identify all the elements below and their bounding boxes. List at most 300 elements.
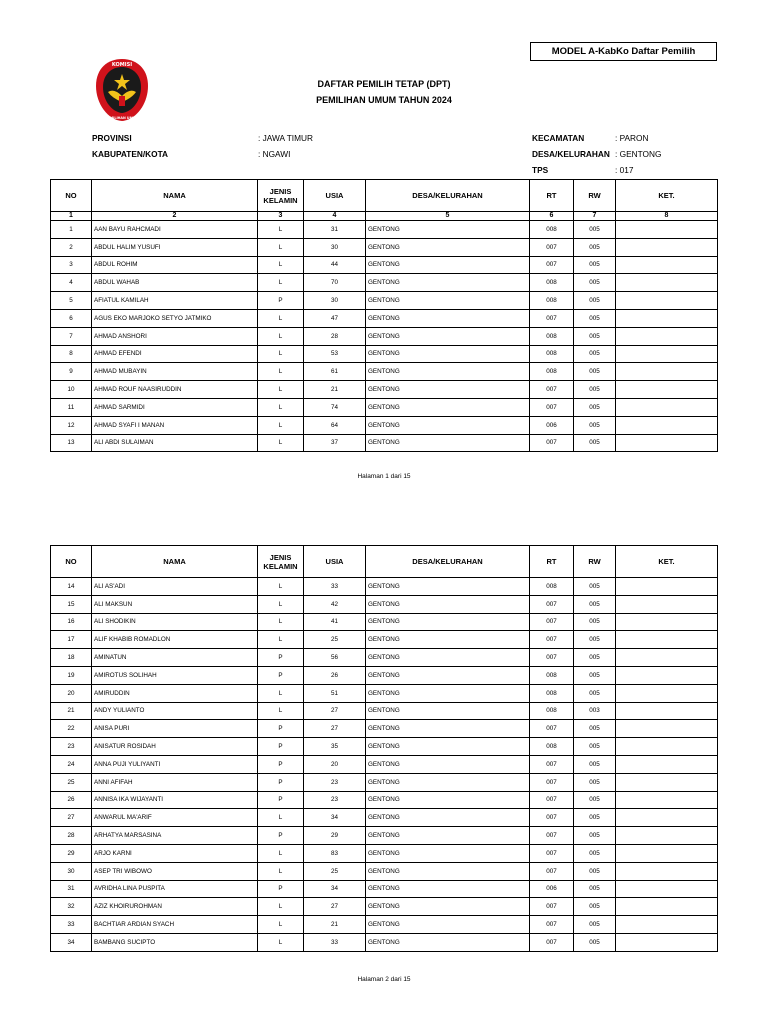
row-no: 27 (51, 809, 92, 827)
row-rw: 005 (574, 238, 616, 256)
row-jenis-kelamin: L (258, 327, 304, 345)
table-row (51, 238, 718, 256)
row-ket (616, 738, 718, 756)
row-usia: 23 (304, 791, 366, 809)
row-rw: 005 (574, 916, 616, 934)
row-rw: 005 (574, 613, 616, 631)
row-ket (616, 649, 718, 667)
col-header-jenis-kelamin: JENIS KELAMIN (258, 546, 304, 578)
row-usia: 33 (304, 933, 366, 951)
row-no: 20 (51, 684, 92, 702)
row-usia: 56 (304, 649, 366, 667)
row-ket (616, 844, 718, 862)
table-row (51, 684, 718, 702)
row-rw: 005 (574, 256, 616, 274)
tps-label: TPS (532, 165, 549, 175)
row-rw: 005 (574, 327, 616, 345)
row-nama: AHMAD MUBAYIN (92, 363, 258, 381)
row-nama: ALI ABDI SULAIMAN (92, 434, 258, 452)
row-rw: 005 (574, 345, 616, 363)
row-rw: 005 (574, 595, 616, 613)
row-jenis-kelamin: L (258, 363, 304, 381)
row-rw: 005 (574, 363, 616, 381)
row-nama: ANISA PURI (92, 720, 258, 738)
row-usia: 53 (304, 345, 366, 363)
row-desa: GENTONG (366, 363, 530, 381)
kecamatan-label: KECAMATAN (532, 133, 585, 143)
provinsi-label: PROVINSI (92, 133, 132, 143)
row-desa: GENTONG (366, 274, 530, 292)
row-rt: 007 (530, 898, 574, 916)
row-usia: 31 (304, 221, 366, 239)
row-desa: GENTONG (366, 578, 530, 596)
row-jenis-kelamin: L (258, 933, 304, 951)
table-row (51, 631, 718, 649)
desa-label: DESA/KELURAHAN (532, 149, 610, 159)
row-ket (616, 327, 718, 345)
row-desa: GENTONG (366, 381, 530, 399)
row-ket (616, 755, 718, 773)
row-no: 12 (51, 416, 92, 434)
row-jenis-kelamin: L (258, 578, 304, 596)
row-nama: ANNA PUJI YULIYANTI (92, 755, 258, 773)
row-usia: 44 (304, 256, 366, 274)
row-jenis-kelamin: L (258, 631, 304, 649)
row-nama: ANNI AFIFAH (92, 773, 258, 791)
row-ket (616, 221, 718, 239)
row-no: 5 (51, 292, 92, 310)
row-rt: 007 (530, 933, 574, 951)
row-rt: 007 (530, 595, 574, 613)
row-no: 26 (51, 791, 92, 809)
row-usia: 27 (304, 702, 366, 720)
row-ket (616, 862, 718, 880)
kecamatan-value: : PARON (615, 133, 649, 143)
row-rt: 008 (530, 738, 574, 756)
row-nama: ABDUL ROHIM (92, 256, 258, 274)
col-header-usia: USIA (304, 546, 366, 578)
row-desa: GENTONG (366, 791, 530, 809)
row-rw: 005 (574, 416, 616, 434)
row-usia: 41 (304, 613, 366, 631)
row-usia: 47 (304, 309, 366, 327)
row-rw: 005 (574, 434, 616, 452)
table-row (51, 416, 718, 434)
row-usia: 37 (304, 434, 366, 452)
row-rt: 008 (530, 345, 574, 363)
row-jenis-kelamin: L (258, 416, 304, 434)
row-desa: GENTONG (366, 755, 530, 773)
row-jenis-kelamin: L (258, 309, 304, 327)
table-row (51, 292, 718, 310)
row-desa: GENTONG (366, 898, 530, 916)
row-jenis-kelamin: L (258, 345, 304, 363)
col-header-nama: NAMA (92, 546, 258, 578)
row-usia: 28 (304, 327, 366, 345)
row-rt: 008 (530, 221, 574, 239)
row-rt: 008 (530, 363, 574, 381)
table-row (51, 844, 718, 862)
row-rw: 005 (574, 773, 616, 791)
row-jenis-kelamin: P (258, 738, 304, 756)
row-ket (616, 684, 718, 702)
col-header-usia: USIA (304, 180, 366, 212)
table-row (51, 649, 718, 667)
row-rt: 008 (530, 578, 574, 596)
row-no: 19 (51, 666, 92, 684)
row-usia: 70 (304, 274, 366, 292)
row-jenis-kelamin: P (258, 720, 304, 738)
kabupaten-label: KABUPATEN/KOTA (92, 149, 169, 159)
table-row (51, 702, 718, 720)
table-row (51, 738, 718, 756)
row-ket (616, 898, 718, 916)
row-usia: 29 (304, 827, 366, 845)
column-number-row (51, 212, 718, 221)
row-nama: BAMBANG SUCIPTO (92, 933, 258, 951)
row-desa: GENTONG (366, 809, 530, 827)
row-nama: ALI AS'ADI (92, 578, 258, 596)
row-ket (616, 666, 718, 684)
row-no: 17 (51, 631, 92, 649)
row-ket (616, 238, 718, 256)
row-jenis-kelamin: L (258, 238, 304, 256)
kabupaten-value: : NGAWI (258, 149, 291, 159)
table-row (51, 578, 718, 596)
column-number: 3 (258, 212, 304, 221)
row-desa: GENTONG (366, 398, 530, 416)
row-rw: 005 (574, 791, 616, 809)
row-usia: 61 (304, 363, 366, 381)
row-rt: 007 (530, 238, 574, 256)
row-nama: ALIF KHABIB ROMADLON (92, 631, 258, 649)
desa-value: : GENTONG (615, 149, 662, 159)
row-rw: 005 (574, 274, 616, 292)
row-nama: ASEP TRI WIBOWO (92, 862, 258, 880)
row-jenis-kelamin: L (258, 613, 304, 631)
table-row (51, 880, 718, 898)
row-ket (616, 595, 718, 613)
row-desa: GENTONG (366, 684, 530, 702)
row-nama: AMIRUDDIN (92, 684, 258, 702)
table-row (51, 363, 718, 381)
row-ket (616, 398, 718, 416)
row-usia: 30 (304, 292, 366, 310)
row-no: 8 (51, 345, 92, 363)
row-ket (616, 720, 718, 738)
row-ket (616, 933, 718, 951)
row-ket (616, 309, 718, 327)
col-header-ket: KET. (616, 546, 718, 578)
row-ket (616, 809, 718, 827)
row-jenis-kelamin: L (258, 256, 304, 274)
row-usia: 64 (304, 416, 366, 434)
row-jenis-kelamin: P (258, 880, 304, 898)
row-ket (616, 256, 718, 274)
row-desa: GENTONG (366, 327, 530, 345)
column-number: 4 (304, 212, 366, 221)
row-rt: 007 (530, 256, 574, 274)
row-desa: GENTONG (366, 595, 530, 613)
row-desa: GENTONG (366, 309, 530, 327)
col-header-jenis-kelamin: JENIS KELAMIN (258, 180, 304, 212)
row-ket (616, 827, 718, 845)
column-number: 6 (530, 212, 574, 221)
row-ket (616, 578, 718, 596)
row-rt: 007 (530, 398, 574, 416)
row-usia: 26 (304, 666, 366, 684)
row-desa: GENTONG (366, 292, 530, 310)
table-header-row (51, 546, 718, 578)
row-usia: 34 (304, 880, 366, 898)
row-ket (616, 791, 718, 809)
row-desa: GENTONG (366, 880, 530, 898)
row-rw: 005 (574, 666, 616, 684)
row-ket (616, 702, 718, 720)
col-header-rw: RW (574, 180, 616, 212)
row-ket (616, 631, 718, 649)
col-header-rw: RW (574, 546, 616, 578)
page-footer-1: Halaman 1 dari 15 (357, 473, 411, 480)
table-row (51, 933, 718, 951)
row-desa: GENTONG (366, 738, 530, 756)
row-rw: 005 (574, 381, 616, 399)
row-rt: 007 (530, 649, 574, 667)
row-rt: 007 (530, 773, 574, 791)
row-jenis-kelamin: P (258, 827, 304, 845)
row-usia: 51 (304, 684, 366, 702)
row-no: 29 (51, 844, 92, 862)
row-desa: GENTONG (366, 238, 530, 256)
row-usia: 25 (304, 631, 366, 649)
row-no: 15 (51, 595, 92, 613)
row-rw: 005 (574, 844, 616, 862)
row-ket (616, 292, 718, 310)
row-no: 10 (51, 381, 92, 399)
document-title: DAFTAR PEMILIH TETAP (DPT) (317, 79, 451, 89)
row-jenis-kelamin: P (258, 649, 304, 667)
row-rt: 007 (530, 381, 574, 399)
column-number: 5 (366, 212, 530, 221)
row-no: 33 (51, 916, 92, 934)
row-rt: 006 (530, 416, 574, 434)
row-jenis-kelamin: L (258, 398, 304, 416)
row-jenis-kelamin: L (258, 809, 304, 827)
row-rt: 007 (530, 844, 574, 862)
row-rw: 005 (574, 309, 616, 327)
row-usia: 23 (304, 773, 366, 791)
row-jenis-kelamin: L (258, 862, 304, 880)
table-row (51, 809, 718, 827)
row-rw: 005 (574, 578, 616, 596)
row-no: 7 (51, 327, 92, 345)
row-nama: AZIZ KHOIRUROHMAN (92, 898, 258, 916)
row-jenis-kelamin: P (258, 755, 304, 773)
row-desa: GENTONG (366, 416, 530, 434)
row-rw: 005 (574, 809, 616, 827)
row-no: 28 (51, 827, 92, 845)
row-no: 6 (51, 309, 92, 327)
row-nama: ABDUL HALIM YUSUFI (92, 238, 258, 256)
row-nama: ALI MAKSUN (92, 595, 258, 613)
row-jenis-kelamin: L (258, 381, 304, 399)
row-no: 4 (51, 274, 92, 292)
row-ket (616, 434, 718, 452)
row-nama: ARJO KARNI (92, 844, 258, 862)
logo-shield (119, 96, 125, 106)
row-usia: 83 (304, 844, 366, 862)
voter-table-page-1 (50, 179, 718, 452)
row-rw: 005 (574, 649, 616, 667)
row-ket (616, 345, 718, 363)
row-usia: 30 (304, 238, 366, 256)
row-no: 1 (51, 221, 92, 239)
column-number: 2 (92, 212, 258, 221)
row-rt: 007 (530, 755, 574, 773)
table-row (51, 862, 718, 880)
row-no: 31 (51, 880, 92, 898)
row-rt: 008 (530, 327, 574, 345)
row-rw: 005 (574, 738, 616, 756)
row-rw: 005 (574, 827, 616, 845)
row-nama: ALI SHODIKIN (92, 613, 258, 631)
row-nama: AAN BAYU RAHCMADI (92, 221, 258, 239)
row-nama: AHMAD SARMIDI (92, 398, 258, 416)
table-row (51, 274, 718, 292)
row-desa: GENTONG (366, 434, 530, 452)
row-desa: GENTONG (366, 221, 530, 239)
row-desa: GENTONG (366, 933, 530, 951)
row-no: 18 (51, 649, 92, 667)
col-header-ket: KET. (616, 180, 718, 212)
row-usia: 27 (304, 720, 366, 738)
row-rt: 006 (530, 880, 574, 898)
row-nama: AFIATUL KAMILAH (92, 292, 258, 310)
row-desa: GENTONG (366, 827, 530, 845)
table-row (51, 666, 718, 684)
row-rw: 005 (574, 720, 616, 738)
row-nama: BACHTIAR ARDIAN SYACH (92, 916, 258, 934)
row-no: 16 (51, 613, 92, 631)
row-ket (616, 274, 718, 292)
column-number: 8 (616, 212, 718, 221)
row-ket (616, 773, 718, 791)
row-no: 34 (51, 933, 92, 951)
row-ket (616, 613, 718, 631)
row-jenis-kelamin: L (258, 274, 304, 292)
row-nama: AVRIDHA LINA PUSPITA (92, 880, 258, 898)
row-usia: 74 (304, 398, 366, 416)
table-row (51, 221, 718, 239)
table-row (51, 613, 718, 631)
row-desa: GENTONG (366, 720, 530, 738)
row-jenis-kelamin: L (258, 898, 304, 916)
row-usia: 35 (304, 738, 366, 756)
row-usia: 21 (304, 381, 366, 399)
row-rt: 008 (530, 666, 574, 684)
table-row (51, 916, 718, 934)
row-no: 21 (51, 702, 92, 720)
document-subtitle: PEMILIHAN UMUM TAHUN 2024 (316, 95, 452, 105)
row-no: 13 (51, 434, 92, 452)
row-rw: 005 (574, 933, 616, 951)
row-rt: 007 (530, 720, 574, 738)
table-row (51, 327, 718, 345)
row-nama: ANISATUR ROSIDAH (92, 738, 258, 756)
row-rw: 005 (574, 684, 616, 702)
row-no: 32 (51, 898, 92, 916)
provinsi-value: : JAWA TIMUR (258, 133, 314, 143)
logo-top-text: KOMISI (111, 62, 133, 68)
row-rt: 007 (530, 809, 574, 827)
logo-bottom-text: PEMILIHAN UMUM (105, 116, 139, 120)
page-footer-2: Halaman 2 dari 15 (357, 976, 411, 983)
col-header-rt: RT (530, 546, 574, 578)
row-ket (616, 880, 718, 898)
col-header-nama: NAMA (92, 180, 258, 212)
row-desa: GENTONG (366, 631, 530, 649)
row-rt: 007 (530, 791, 574, 809)
row-rw: 005 (574, 398, 616, 416)
table-row (51, 256, 718, 274)
row-desa: GENTONG (366, 702, 530, 720)
row-jenis-kelamin: L (258, 916, 304, 934)
table-row (51, 434, 718, 452)
col-header-desa: DESA/KELURAHAN (366, 546, 530, 578)
row-jenis-kelamin: L (258, 595, 304, 613)
row-jenis-kelamin: L (258, 684, 304, 702)
row-usia: 27 (304, 898, 366, 916)
row-usia: 33 (304, 578, 366, 596)
row-jenis-kelamin: P (258, 292, 304, 310)
row-nama: AGUS EKO MARJOKO SETYO JATMIKO (92, 309, 258, 327)
row-no: 11 (51, 398, 92, 416)
table-row (51, 309, 718, 327)
row-rw: 005 (574, 292, 616, 310)
row-no: 9 (51, 363, 92, 381)
row-rw: 005 (574, 755, 616, 773)
row-no: 25 (51, 773, 92, 791)
row-desa: GENTONG (366, 649, 530, 667)
row-usia: 34 (304, 809, 366, 827)
table-row (51, 345, 718, 363)
col-header-desa: DESA/KELURAHAN (366, 180, 530, 212)
row-desa: GENTONG (366, 345, 530, 363)
row-nama: ABDUL WAHAB (92, 274, 258, 292)
row-no: 23 (51, 738, 92, 756)
row-rt: 007 (530, 309, 574, 327)
row-desa: GENTONG (366, 916, 530, 934)
row-usia: 20 (304, 755, 366, 773)
row-rw: 005 (574, 862, 616, 880)
table-row (51, 773, 718, 791)
row-desa: GENTONG (366, 666, 530, 684)
row-rt: 008 (530, 292, 574, 310)
row-jenis-kelamin: P (258, 791, 304, 809)
table-row (51, 398, 718, 416)
column-number: 7 (574, 212, 616, 221)
row-nama: ANDY YULIANTO (92, 702, 258, 720)
row-rw: 005 (574, 221, 616, 239)
row-desa: GENTONG (366, 844, 530, 862)
row-usia: 21 (304, 916, 366, 934)
row-ket (616, 363, 718, 381)
row-rw: 005 (574, 880, 616, 898)
row-nama: AHMAD EFENDI (92, 345, 258, 363)
row-jenis-kelamin: P (258, 666, 304, 684)
row-nama: AHMAD ANSHORI (92, 327, 258, 345)
row-no: 22 (51, 720, 92, 738)
